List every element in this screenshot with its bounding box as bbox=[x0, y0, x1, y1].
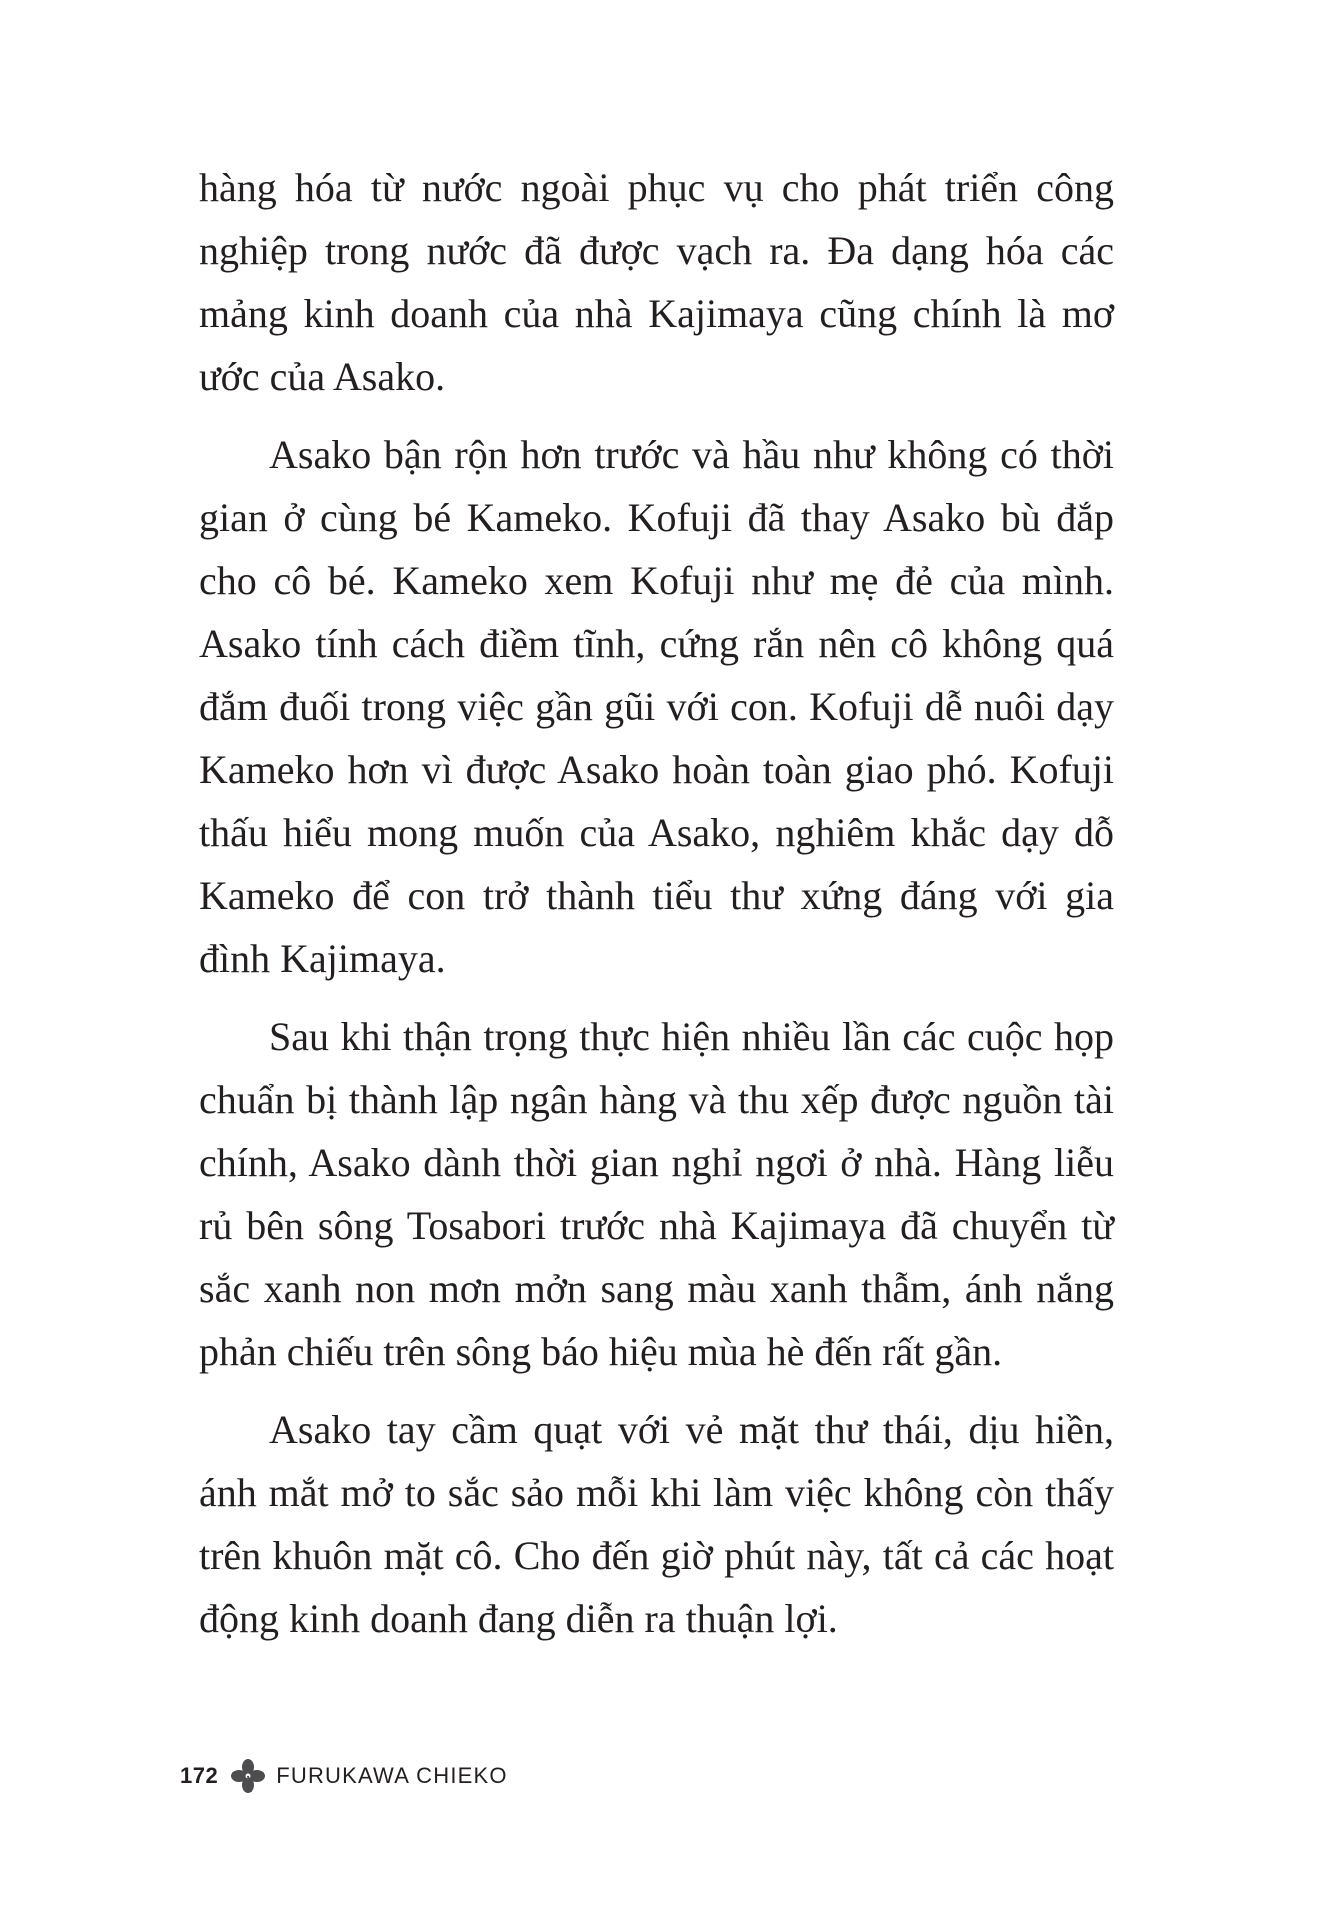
page-footer bbox=[180, 1758, 508, 1794]
paragraph-1: hàng hóa từ nước ngoài phục vụ cho phát triển công nghiệp trong nước đã được vạch ra. Đa dạng hóa các mảng kinh doanh của nhà Kajimaya cũng chính là mơ ước của Asako. bbox=[199, 165, 1114, 399]
author-name: FURUKAWA CHIEKO bbox=[276, 1763, 508, 1788]
clover-icon bbox=[230, 1758, 266, 1794]
paragraph-2: Asako bận rộn hơn trước và hầu như không có thời gian ở cùng bé Kameko. Kofuji đã thay Asako bù đắp cho cô bé. Kameko xem Kofuji như mẹ đẻ của mình. Asako tính cách điềm tĩnh, cứng rắn nên cô không quá đắm đuối trong việc gần gũi với con. Kofuji dễ nuôi dạy Kameko hơn vì được Asako hoàn toàn giao phó. Kofuji thấu hiểu mong muốn của Asako, nghiêm khắc dạy dỗ Kameko để con trở thành tiểu thư xứng đáng với gia đình Kajimaya. bbox=[199, 432, 1114, 981]
paragraph-3: Sau khi thận trọng thực hiện nhiều lần các cuộc họp chuẩn bị thành lập ngân hàng và thu xếp được nguồn tài chính, Asako dành thời gian nghỉ ngơi ở nhà. Hàng liễu rủ bên sông Tosabori trước nhà Kajimaya đã chuyển từ sắc xanh non mơn mởn sang màu xanh thẫm, ánh nắng phản chiếu trên sông báo hiệu mùa hè đến rất gần. bbox=[199, 1014, 1114, 1374]
paragraph-4: Asako tay cầm quạt với vẻ mặt thư thái, dịu hiền, ánh mắt mở to sắc sảo mỗi khi làm việc không còn thấy trên khuôn mặt cô. Cho đến giờ phút này, tất cả các hoạt động kinh doanh đang diễn ra thuận lợi. bbox=[199, 1407, 1114, 1641]
body-text bbox=[199, 156, 1114, 1665]
page-number: 172 bbox=[180, 1763, 219, 1788]
